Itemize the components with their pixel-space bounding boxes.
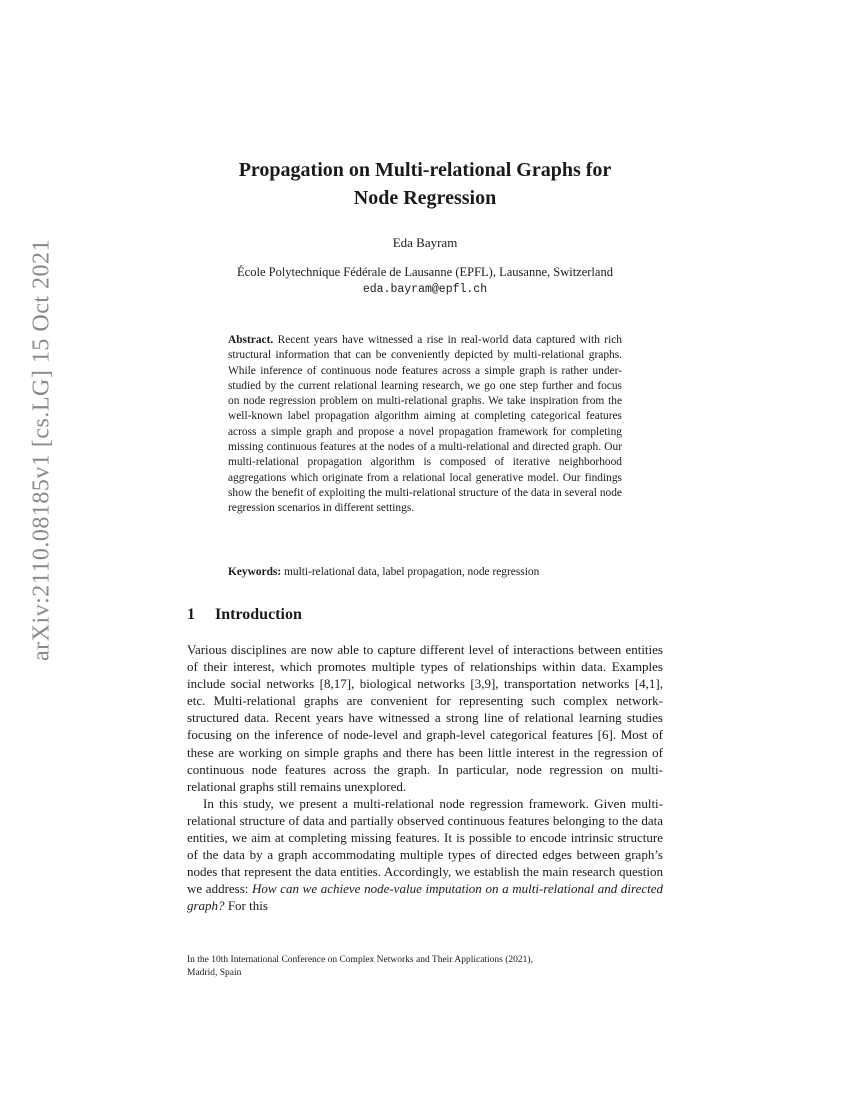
footnote [187, 954, 663, 980]
abstract [228, 333, 622, 517]
affiliation: École Polytechnique Fédérale de Lausanne (EPFL), Lausanne, Switzerland [237, 265, 613, 279]
section-heading [187, 606, 302, 624]
arxiv-identifier: arXiv:2110.08185v1 [cs.LG] 15 Oct 2021 [28, 238, 55, 662]
author-affiliation-block [0, 264, 850, 298]
paragraph: Various disciplines are now able to capture different level of interactions between entities of their interest, which promotes multiple types of relationships within data. Examples include social networks [8,17], biological networks [3,9], transportation networks [4,1], etc. Multi-relational graphs are convenient for representing such complex network-structured data. Recent years have witnessed a strong line of relational learning studies focusing on the inference of node-level and graph-level categorical features [6]. Most of these are working on simple graphs and there has been little interest in the regression of continuous node features across the graph. In particular, node regression on multi-relational graphs still remains unexplored. [187, 642, 663, 794]
abstract-label: Abstract. [228, 334, 274, 346]
section-title: Introduction [215, 606, 302, 623]
paragraph [187, 795, 663, 915]
paragraph-text: For this [224, 898, 268, 914]
abstract-text: Recent years have witnessed a rise in real-world data captured with rich structural information that can be conveniently depicted by multi-relational graphs. While inference of continuous node features across a simple graph is rather under-studied by the current relational learning research, we go one step further and focus on node regression problem on multi-relational graphs. We take inspiration from the well-known label propagation algorithm aiming at completing categorical features across a simple graph and propose a novel propagation framework for completing missing continuous features at the nodes of a multi-relational and directed graph. Our multi-relational propagation algorithm is composed of iterative neighborhood aggregations which originate from a relational local generative model. Our findings show the benefit of exploiting the multi-relational structure of the data in several node regression scenarios in different settings. [228, 334, 622, 515]
footnote-line: In the 10th International Conference on Complex Networks and Their Applications (2021), [187, 955, 533, 965]
paper-title-line-2: Node Regression [353, 187, 497, 209]
keywords [228, 566, 638, 578]
footnote-line: Madrid, Spain [187, 968, 242, 978]
author-name: Eda Bayram [392, 235, 458, 250]
research-question: How can we achieve node-value imputation on a multi-relational and directed graph? [187, 881, 663, 914]
section-number: 1 [187, 606, 195, 623]
keywords-text: multi-relational data, label propagation, node regression [284, 566, 540, 578]
author-email: eda.bayram@epfl.ch [362, 283, 488, 296]
paper-title-line-1: Propagation on Multi-relational Graphs for [238, 159, 612, 181]
section-body [187, 641, 663, 915]
paragraph-text: In this study, we present a multi-relational node regression framework. Given multi-relational structure of data and partially observed continuous features belonging to the data entities, we aim at completing missing features. It is possible to encode intrinsic structure of the data by a graph accommodating multiple types of directed edges between graph’s nodes that represent the data entities. Accordingly, we establish the main research question we address: [187, 795, 663, 897]
paper-title [0, 156, 850, 212]
keywords-label: Keywords: [228, 566, 282, 578]
